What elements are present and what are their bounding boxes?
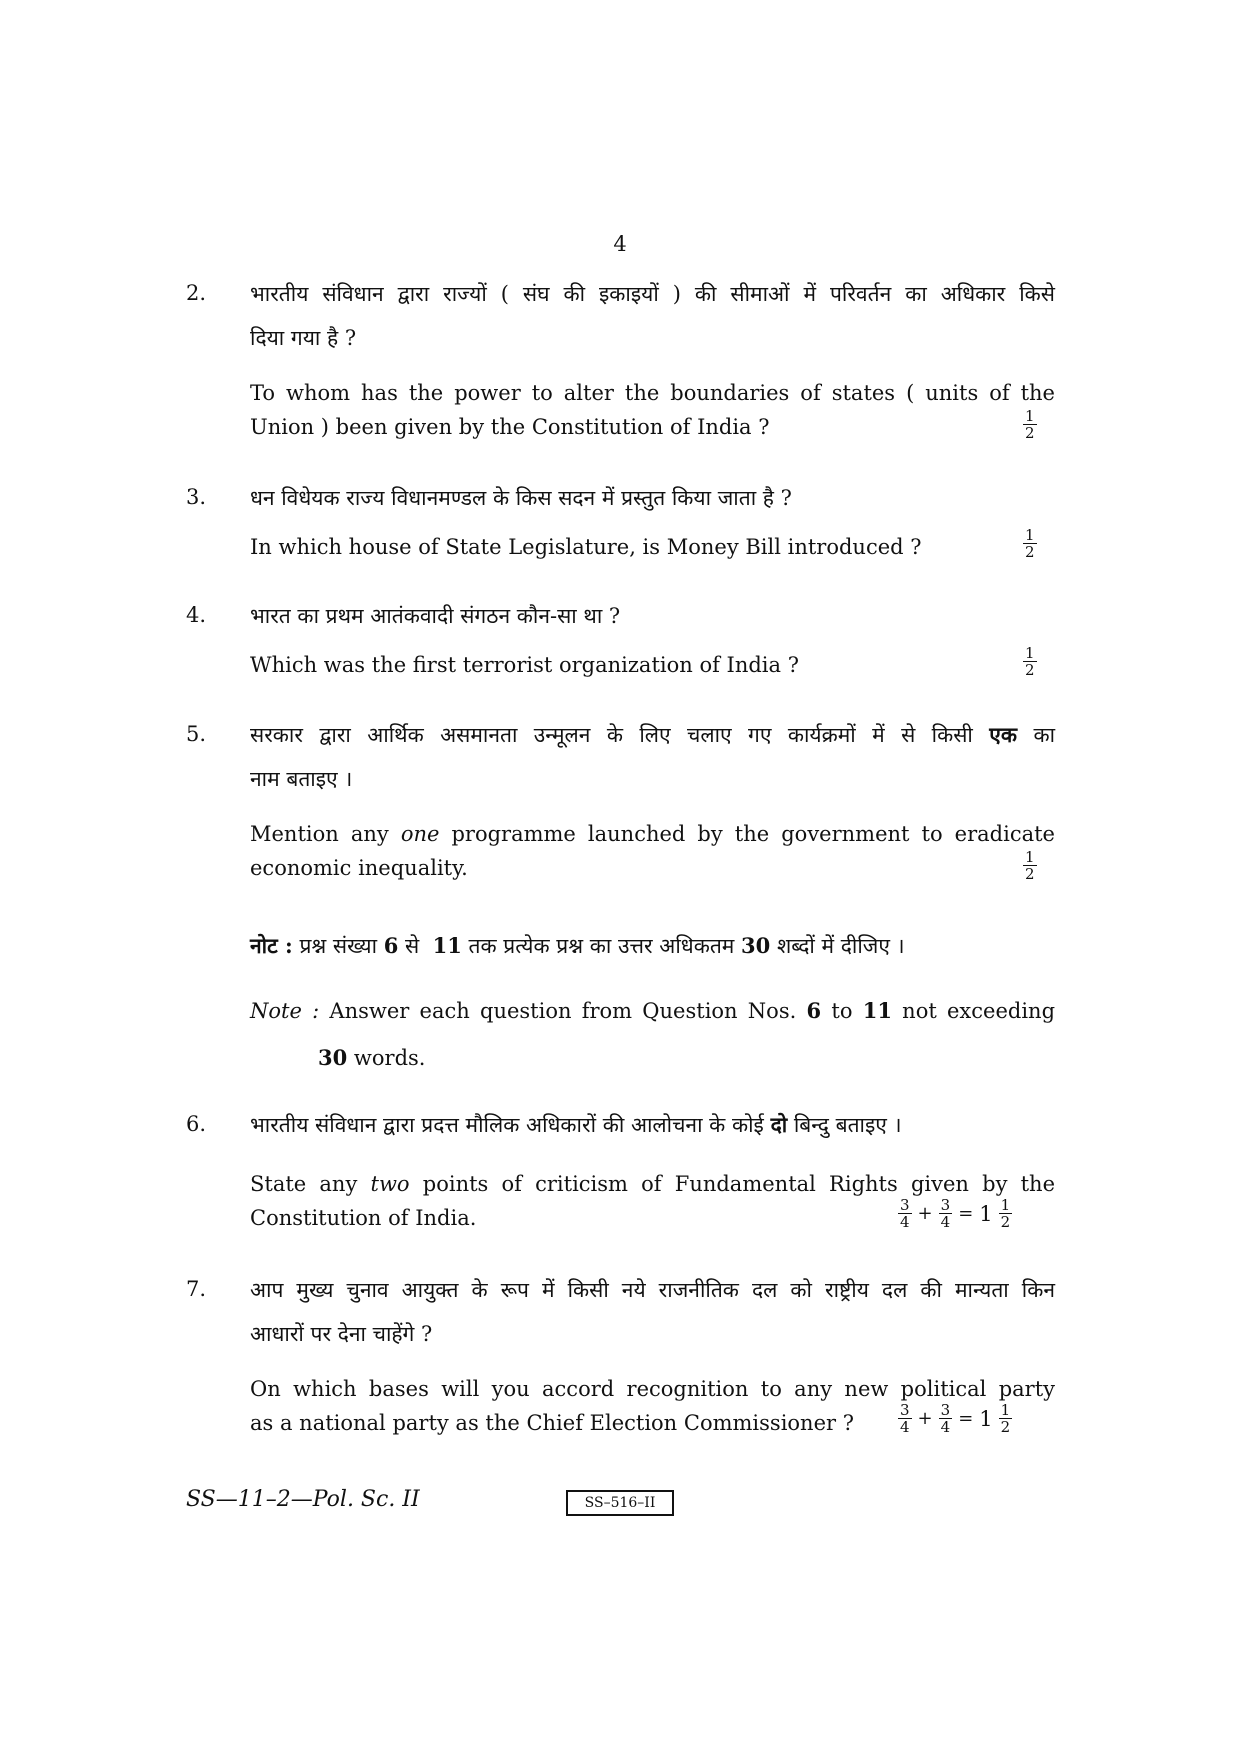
note-english: Note : Answer each question from Question Nos. 6 to 11 not exceeding <box>250 998 1056 1023</box>
note-english-continuation: 30 words. <box>318 1045 426 1070</box>
question-number: 5. <box>186 722 207 746</box>
question-english-line: Constitution of India. <box>250 1206 477 1230</box>
paper-code: SS—11–2—Pol. Sc. II <box>186 1487 420 1512</box>
question-hindi-line: धन विधेयक राज्य विधानमण्डल के किस सदन में प्रस्तुत किया जाता है ? <box>250 486 792 510</box>
question-number: 7. <box>186 1277 207 1301</box>
question-english-line: State any two points of criticism of Fundamental Rights given by the <box>250 1172 1056 1196</box>
question-hindi-line: दिया गया है ? <box>250 326 357 350</box>
marks: $\frac{3}{4}$ + $\frac{3}{4}$ = 1 $\frac{1}{2}$ <box>900 1401 1011 1436</box>
question-hindi-line: आप मुख्य चुनाव आयुक्त के रूप में किसी नये राजनीतिक दल को राष्ट्रीय दल की मान्यता किन <box>250 1278 1055 1302</box>
question-number: 6. <box>186 1112 207 1136</box>
question-english-line: as a national party as the Chief Election Commissioner ? <box>250 1411 854 1435</box>
question-number: 4. <box>186 603 207 627</box>
marks: $\frac{1}{2}$ <box>1025 848 1035 883</box>
note-hindi: नोट : प्रश्न संख्या 6 से 11 तक प्रत्येक प्रश्न का उत्तर अधिकतम 30 शब्दों में दीजिए । <box>250 933 905 958</box>
marks: $\frac{1}{2}$ <box>1025 644 1035 679</box>
question-hindi-line: भारतीय संविधान द्वारा प्रदत्त मौलिक अधिकारों की आलोचना के कोई दो बिन्दु बताइए । <box>250 1112 902 1137</box>
marks: $\frac{3}{4}$ + $\frac{3}{4}$ = 1 $\frac{1}{2}$ <box>900 1196 1011 1231</box>
question-english-line: Which was the first terrorist organization of India ? <box>250 653 799 677</box>
question-number: 3. <box>186 485 207 509</box>
question-english-line: Union ) been given by the Constitution of India ? <box>250 415 770 439</box>
question-english-line: On which bases will you accord recognition to any new political party <box>250 1377 1055 1401</box>
question-hindi-line: आधारों पर देना चाहेंगे ? <box>250 1322 433 1346</box>
series-code-box: SS–516–II <box>566 1490 674 1516</box>
marks: $\frac{1}{2}$ <box>1025 526 1035 561</box>
question-hindi-line: नाम बताइए । <box>250 767 353 791</box>
question-number: 2. <box>186 281 207 305</box>
question-english-line: economic inequality. <box>250 856 468 880</box>
question-english-line: In which house of State Legislature, is Money Bill introduced ? <box>250 535 922 559</box>
question-hindi-line: सरकार द्वारा आर्थिक असमानता उन्मूलन के लिए चलाए गए कार्यक्रमों में से किसी एक का <box>250 722 1056 747</box>
marks: $\frac{1}{2}$ <box>1025 407 1035 442</box>
question-english-line: Mention any one programme launched by the government to eradicate <box>250 822 1055 846</box>
question-english-line: To whom has the power to alter the boundaries of states ( units of the <box>250 381 1055 405</box>
page-number: 4 <box>613 232 627 256</box>
question-hindi-line: भारतीय संविधान द्वारा राज्यों ( संघ की इकाइयों ) की सीमाओं में परिवर्तन का अधिकार किसे <box>250 282 1055 306</box>
question-hindi-line: भारत का प्रथम आतंकवादी संगठन कौन-सा था ? <box>250 604 621 628</box>
